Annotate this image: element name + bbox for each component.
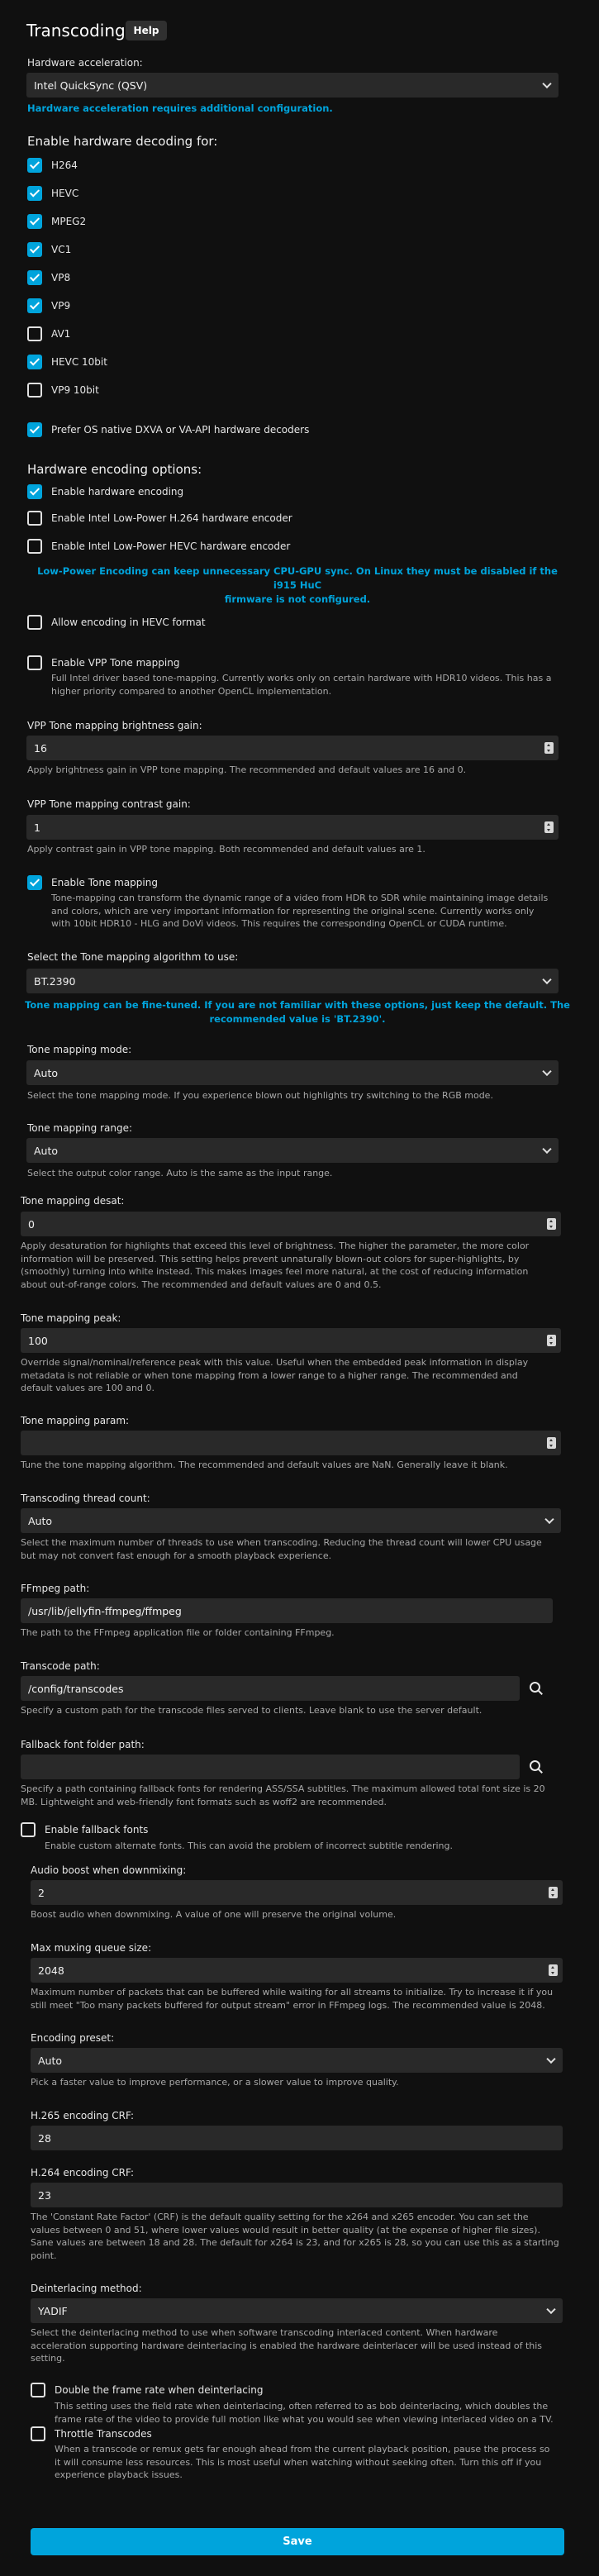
checkbox-allow-hevc[interactable] (27, 615, 42, 630)
tonemap-param-desc: Tune the tone mapping algorithm. The recommended and default values are NaN. Generally leave it blank. (21, 1459, 508, 1470)
checkbox-h264-label: H264 (51, 160, 78, 171)
tonemap-param-label: Tone mapping param: (21, 1415, 130, 1426)
muxing-queue-desc-line-1: Maximum number of packets that can be buffered while waiting for all streams to initialize. Try to increase it if you (31, 1987, 554, 1997)
tonemap-mode-value: Auto (34, 1066, 59, 1079)
tonemap-peak-desc (21, 1356, 566, 1395)
vpp-description (51, 672, 563, 698)
vpp-description-line-2: higher priority compared to another OpenCL implementation. (51, 685, 332, 697)
audio-boost-value: 2 (38, 1886, 45, 1899)
tonemap-peak-desc-line-3: default values are 100 and 0. (21, 1383, 155, 1393)
thread-count-label: Transcoding thread count: (21, 1493, 150, 1504)
tonemap-peak-desc-line-1: Override signal/nominal/reference peak with this value. Useful when the embedded peak information in display (21, 1357, 529, 1368)
checkbox-enable-hw-encoding-label: Enable hardware encoding (51, 486, 184, 498)
spinner-icon[interactable] (549, 1887, 558, 1898)
throttle-desc-line-2: it will consume less resources. This is most useful when watching without seeking often. Turn this off if you (55, 2456, 542, 2468)
ffmpeg-path-desc: The path to the FFmpeg application file or folder containing FFmpeg. (21, 1627, 335, 1638)
checkbox-av1[interactable] (27, 326, 42, 341)
chevron-down-icon (546, 2305, 555, 2314)
deinterlace-desc (31, 2326, 576, 2365)
h265-crf-input[interactable] (31, 2126, 563, 2150)
tonemap-peak-label: Tone mapping peak: (21, 1312, 121, 1324)
fallback-font-input[interactable] (21, 1755, 520, 1779)
encoding-heading: Hardware encoding options: (27, 462, 202, 477)
vpp-brightness-input[interactable] (26, 736, 559, 760)
tonemap-desat-desc-line-4: about out-of-range colors. The recommended and default values are 0 and 0.5. (21, 1278, 382, 1290)
tonemapping-description-line-1: Tone-mapping can transform the dynamic range of a video from HDR to SDR while maintaining image details (51, 893, 549, 903)
tonemap-desat-desc-line-1: Apply desaturation for highlights that exceed this level of brightness. The higher the parameter, the more color (21, 1240, 530, 1251)
spinner-icon[interactable] (544, 821, 554, 833)
tonemap-desat-value: 0 (28, 1217, 35, 1231)
tonemap-range-select[interactable] (26, 1138, 559, 1163)
chevron-down-icon (542, 975, 551, 984)
checkbox-vpp-tonemapping[interactable] (27, 655, 42, 670)
crf-desc (31, 2211, 576, 2262)
thread-count-desc-line-2: but may not convert fast enough for a smooth playback experience. (21, 1550, 332, 1561)
checkbox-throttle-transcodes[interactable] (31, 2426, 45, 2441)
tonemap-algorithm-select[interactable] (26, 969, 559, 993)
checkbox-vc1-label: VC1 (51, 244, 72, 255)
chevron-down-icon (542, 1067, 551, 1076)
vpp-brightness-label: VPP Tone mapping brightness gain: (27, 720, 202, 731)
h265-crf-label: H.265 encoding CRF: (31, 2110, 134, 2121)
crf-desc-line-2: values between 0 and 51, where lower values would result in better quality (at the expense of higher file sizes). (31, 2224, 540, 2236)
checkbox-low-power-h264[interactable] (27, 511, 42, 526)
checkbox-tonemapping[interactable] (27, 875, 42, 890)
tonemap-mode-desc: Select the tone mapping mode. If you experience blown out highlights try switching to the RGB mode. (27, 1090, 493, 1101)
throttle-desc (55, 2443, 567, 2482)
encoding-preset-value: Auto (38, 2054, 63, 2067)
chevron-down-icon (542, 1145, 551, 1154)
ffmpeg-path-value: /usr/lib/jellyfin-ffmpeg/ffmpeg (28, 1604, 182, 1617)
checkbox-h264[interactable] (27, 158, 42, 173)
chevron-down-icon (546, 2055, 555, 2064)
vpp-description-line-1: Full Intel driver based tone-mapping. Currently works only on certain hardware with HDR10 videos. This has a (51, 673, 552, 683)
checkbox-double-frame-rate-label: Double the frame rate when deinterlacing (55, 2384, 264, 2396)
deinterlace-desc-line-1: Select the deinterlacing method to use when software transcoding interlaced content. When hardware (31, 2327, 498, 2338)
spinner-icon[interactable] (549, 1964, 558, 1976)
tonemap-range-desc: Select the output color range. Auto is the same as the input range. (27, 1168, 333, 1178)
vpp-contrast-desc: Apply contrast gain in VPP tone mapping. Both recommended and default values are 1. (27, 844, 425, 855)
tonemap-param-input[interactable] (21, 1431, 561, 1455)
h265-crf-value: 28 (38, 2131, 51, 2145)
checkbox-enable-fallback-fonts-label: Enable fallback fonts (45, 1824, 149, 1836)
tonemap-peak-desc-line-2: metadata is not reliable or when tone mapping from a lower range to a higher range. The recommended and (21, 1369, 518, 1381)
checkbox-prefer-native-label: Prefer OS native DXVA or VA-API hardware decoders (51, 424, 310, 436)
muxing-queue-value: 2048 (38, 1964, 64, 1977)
checkbox-enable-fallback-fonts[interactable] (21, 1822, 36, 1837)
double-frame-rate-desc: This setting uses the field rate when deinterlacing, often referred to as bob deinterlacing, which doubles the frame rate of the video to provide full motion like what you would see when viewing interlaced video on a TV. (55, 2401, 554, 2425)
thread-count-desc (21, 1536, 566, 1562)
search-icon[interactable] (527, 1679, 545, 1697)
audio-boost-desc: Boost audio when downmixing. A value of one will preserve the original volume. (31, 1909, 397, 1920)
tonemap-algorithm-warning (25, 998, 570, 1026)
tonemapping-description (51, 892, 563, 931)
checkbox-allow-hevc-label: Allow encoding in HEVC format (51, 617, 206, 628)
checkbox-vc1[interactable] (27, 242, 42, 257)
muxing-queue-label: Max muxing queue size: (31, 1942, 152, 1954)
checkbox-mpeg2[interactable] (27, 214, 42, 229)
checkbox-throttle-transcodes-label: Throttle Transcodes (55, 2428, 152, 2440)
encoding-preset-label: Encoding preset: (31, 2032, 115, 2044)
tonemap-mode-label: Tone mapping mode: (27, 1044, 132, 1055)
spinner-icon[interactable] (547, 1437, 556, 1449)
checkbox-vpp-tonemapping-label: Enable VPP Tone mapping (51, 657, 180, 669)
tonemap-desat-desc-line-2: information will be preserved. This setting helps prevent unnaturally blown-out colors for super-highlights, by (21, 1253, 520, 1264)
h264-crf-input[interactable] (31, 2183, 563, 2207)
h264-crf-value: 23 (38, 2188, 51, 2202)
throttle-desc-line-3: experience playback issues. (55, 2469, 183, 2480)
hw-accel-note: Hardware acceleration requires additional configuration. (27, 102, 333, 114)
checkbox-hevc[interactable] (27, 186, 42, 201)
transcode-path-desc: Specify a custom path for the transcode files served to clients. Leave blank to use the server default. (21, 1705, 483, 1716)
throttle-desc-line-1: When a transcode or remux gets far enough ahead from the current playback position, pause the process so (55, 2444, 550, 2455)
tonemap-algorithm-value: BT.2390 (34, 974, 76, 988)
vpp-brightness-desc: Apply brightness gain in VPP tone mapping. The recommended and default values are 16 and 0. (27, 764, 467, 775)
tonemap-desat-desc (21, 1240, 566, 1291)
low-power-warning-line-1: Low-Power Encoding can keep unnecessary CPU-GPU sync. On Linux they must be disabled if the i915 HuC (37, 565, 558, 591)
fallback-font-desc (21, 1783, 566, 1808)
checkbox-vp9-10bit-label: VP9 10bit (51, 384, 99, 396)
vpp-contrast-label: VPP Tone mapping contrast gain: (27, 798, 191, 810)
chevron-down-icon (542, 79, 551, 88)
checkbox-hevc-10bit-label: HEVC 10bit (51, 356, 107, 368)
tonemap-algorithm-warning-line-1: Tone mapping can be fine-tuned. If you are not familiar with these options, just keep the default. The (25, 999, 570, 1011)
muxing-queue-desc-line-2: still meet "Too many packets buffered for output stream" error in FFmpeg logs. The recommended value is 2048. (31, 1999, 545, 2011)
muxing-queue-desc (31, 1986, 576, 2012)
deinterlace-select[interactable] (31, 2298, 563, 2323)
fallback-font-desc-line-1: Specify a path containing fallback fonts for rendering ASS/SSA subtitles. The maximum allowed total font size is 20 (21, 1783, 545, 1794)
checkbox-av1-label: AV1 (51, 328, 71, 340)
checkbox-vp9-label: VP9 (51, 300, 71, 312)
deinterlace-desc-line-2: acceleration supporting hardware deinterlacing is enabled the hardware deinterlacer will be used instead of this (31, 2340, 543, 2351)
checkbox-low-power-h264-label: Enable Intel Low-Power H.264 hardware encoder (51, 512, 292, 524)
checkbox-vp8[interactable] (27, 270, 42, 285)
tonemapping-description-line-2: and colors, which are very important information for representing the original scene. Currently works only (51, 905, 535, 917)
spinner-icon[interactable] (547, 1218, 556, 1230)
crf-desc-line-1: The 'Constant Rate Factor' (CRF) is the default quality setting for the x264 and x265 encoder. You can set the (31, 2212, 529, 2222)
enable-fallback-fonts-desc: Enable custom alternate fonts. This can avoid the problem of incorrect subtitle rendering. (45, 1840, 454, 1851)
checkbox-vp8-label: VP8 (51, 272, 71, 283)
checkbox-vp9-10bit[interactable] (27, 383, 42, 398)
encoding-preset-desc: Pick a faster value to improve performance, or a slower value to improve quality. (31, 2077, 399, 2088)
hw-accel-label: Hardware acceleration: (27, 57, 143, 69)
tonemap-desat-label: Tone mapping desat: (21, 1195, 125, 1207)
tonemap-desat-input[interactable] (21, 1212, 561, 1236)
muxing-queue-input[interactable] (31, 1958, 563, 1983)
tonemap-peak-value: 100 (28, 1334, 48, 1347)
vpp-contrast-input[interactable] (26, 815, 559, 840)
fallback-font-desc-line-2: MB. Lightweight and web-friendly font formats such as woff2 are recommended. (21, 1796, 387, 1807)
ffmpeg-path-input[interactable] (21, 1598, 553, 1623)
transcode-path-input[interactable] (21, 1676, 520, 1701)
checkbox-double-frame-rate[interactable] (31, 2383, 45, 2397)
page-title: Transcoding (26, 21, 126, 40)
checkbox-prefer-native[interactable] (27, 422, 42, 437)
save-button[interactable]: Save (31, 2528, 564, 2555)
transcode-path-value: /config/transcodes (28, 1682, 124, 1695)
low-power-warning-line-2: firmware is not configured. (224, 593, 371, 605)
search-icon[interactable] (527, 1758, 545, 1776)
crf-desc-line-4: point. (31, 2250, 57, 2261)
checkbox-tonemapping-label: Enable Tone mapping (51, 877, 158, 888)
fallback-font-label: Fallback font folder path: (21, 1739, 145, 1750)
crf-desc-line-3: Sane values are between 18 and 28. The default for x264 is 23, and for x265 is 28, so you can use this as a starting (31, 2237, 559, 2248)
thread-count-desc-line-1: Select the maximum number of threads to use when transcoding. Reducing the thread count will lower CPU usage (21, 1537, 542, 1548)
checkbox-enable-hw-encoding[interactable] (27, 484, 42, 499)
audio-boost-input[interactable] (31, 1880, 563, 1905)
chevron-down-icon (544, 1515, 554, 1524)
tonemap-desat-desc-line-3: (smoothly) turning into white instead. This makes images feel more natural, at the cost of reducing information (21, 1266, 529, 1277)
tonemap-range-label: Tone mapping range: (27, 1122, 133, 1134)
tonemap-mode-select[interactable] (26, 1060, 559, 1085)
checkbox-hevc-10bit[interactable] (27, 355, 42, 369)
low-power-warning (25, 564, 570, 607)
encoding-preset-select[interactable] (31, 2048, 563, 2073)
deinterlace-label: Deinterlacing method: (31, 2283, 142, 2294)
audio-boost-label: Audio boost when downmixing: (31, 1864, 187, 1876)
thread-count-value: Auto (28, 1514, 53, 1527)
checkbox-low-power-hevc-label: Enable Intel Low-Power HEVC hardware encoder (51, 540, 291, 552)
deinterlace-desc-line-3: setting. (31, 2353, 65, 2364)
tonemapping-description-line-3: with 10bit HDR10 - HLG and DoVi videos. This requires the corresponding OpenCL or CUDA runtime. (51, 918, 507, 929)
tonemap-algorithm-warning-line-2: recommended value is 'BT.2390'. (209, 1013, 386, 1025)
hw-accel-select[interactable] (26, 73, 559, 98)
deinterlace-value: YADIF (38, 2304, 68, 2317)
h264-crf-label: H.264 encoding CRF: (31, 2167, 134, 2178)
checkbox-hevc-label: HEVC (51, 188, 79, 199)
spinner-icon[interactable] (547, 1335, 556, 1346)
thread-count-select[interactable] (21, 1508, 561, 1533)
help-button[interactable]: Help (126, 21, 167, 40)
checkbox-vp9[interactable] (27, 298, 42, 313)
ffmpeg-path-label: FFmpeg path: (21, 1583, 90, 1594)
decoding-heading: Enable hardware decoding for: (27, 134, 218, 149)
checkbox-mpeg2-label: MPEG2 (51, 216, 87, 227)
tonemap-range-value: Auto (34, 1144, 59, 1157)
spinner-icon[interactable] (544, 742, 554, 754)
transcode-path-label: Transcode path: (21, 1660, 100, 1672)
vpp-contrast-value: 1 (34, 821, 40, 834)
tonemap-algorithm-label: Select the Tone mapping algorithm to use: (27, 951, 239, 963)
vpp-brightness-value: 16 (34, 741, 47, 755)
checkbox-low-power-hevc[interactable] (27, 539, 42, 554)
tonemap-peak-input[interactable] (21, 1328, 561, 1353)
hw-accel-value: Intel QuickSync (QSV) (34, 79, 148, 92)
